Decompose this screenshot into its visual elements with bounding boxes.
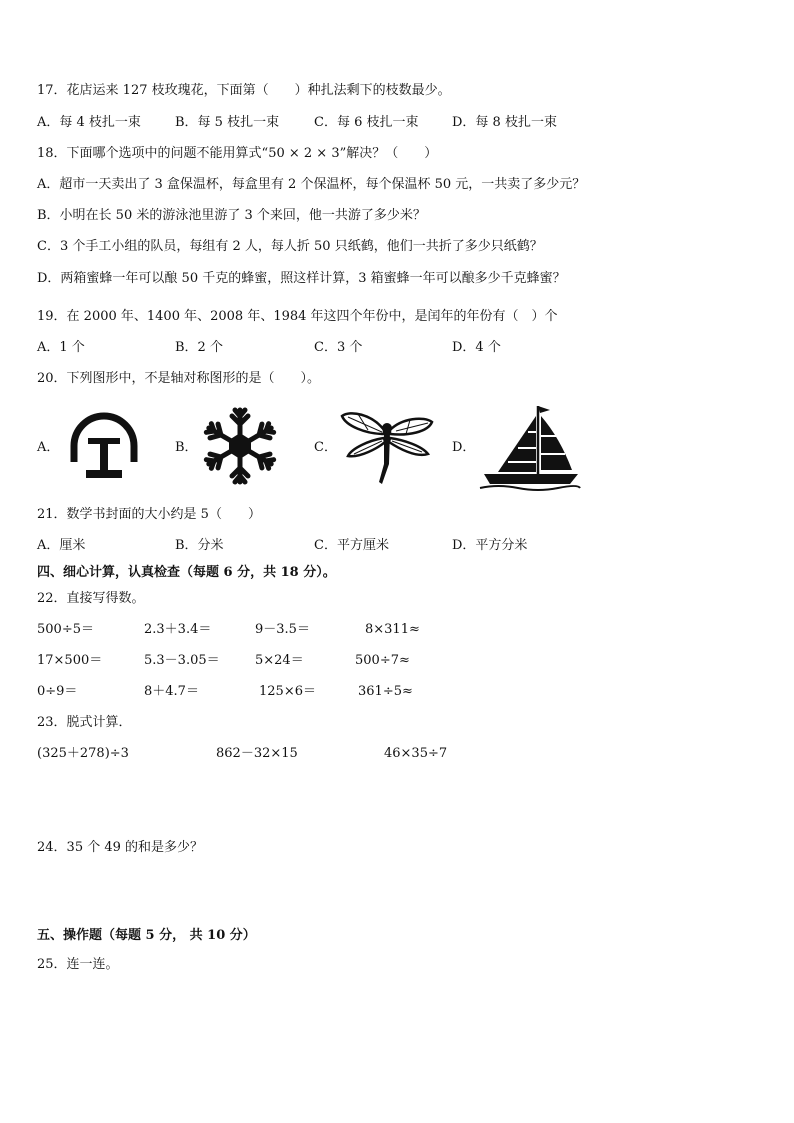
dragonfly-icon bbox=[338, 404, 436, 488]
q22-stem: 22．直接写得数。 bbox=[37, 591, 145, 606]
q22-item: 500÷5＝ bbox=[37, 622, 94, 637]
q17-stem: 17．花店运来 127 枝玫瑰花，下面第（ ）种扎法剩下的枝数最少。 bbox=[37, 83, 451, 98]
q23-item: 46×35÷7 bbox=[384, 746, 448, 761]
q20-label-c: C． bbox=[314, 440, 337, 455]
q22-item: 361÷5≈ bbox=[358, 684, 413, 699]
q18-option-a: A．超市一天卖出了 3 盒保温杯，每盒里有 2 个保温杯，每个保温杯 50 元，一共卖了多少元？ bbox=[37, 177, 586, 192]
q21-stem: 21．数学书封面的大小约是 5（ ） bbox=[37, 507, 261, 522]
q23-item: (325＋278)÷3 bbox=[37, 746, 129, 761]
q22-item: 5×24＝ bbox=[255, 653, 304, 668]
q19-stem: 19．在 2000 年、1400 年、2008 年、1984 年这四个年份中，是闰年的年份有（ ）个 bbox=[37, 309, 558, 324]
q21-option-c: C．平方厘米 bbox=[314, 538, 389, 553]
section4-title: 四、细心计算，认真检查（每题 6 分，共 18 分）。 bbox=[37, 565, 336, 580]
q22-item: 0÷9＝ bbox=[37, 684, 78, 699]
q23-item: 862－32×15 bbox=[216, 746, 298, 761]
q17-option-c: C．每 6 枝扎一束 bbox=[314, 115, 419, 130]
q19-option-c: C．3 个 bbox=[314, 340, 363, 355]
q17-option-b: B．每 5 枝扎一束 bbox=[175, 115, 280, 130]
q19-option-d: D．4 个 bbox=[452, 340, 501, 355]
sailboat-icon bbox=[478, 402, 582, 492]
q22-item: 500÷7≈ bbox=[355, 653, 410, 668]
q20-label-b: B． bbox=[175, 440, 198, 455]
q18-option-c: C．3 个手工小组的队员，每组有 2 人，每人折 50 只纸鹤，他们一共折了多少只纸鹤？ bbox=[37, 239, 543, 254]
q17-option-a: A．每 4 枝扎一束 bbox=[37, 115, 141, 130]
snowflake-icon bbox=[200, 406, 280, 486]
q17-option-d: D．每 8 枝扎一束 bbox=[452, 115, 557, 130]
q20-label-d: D． bbox=[452, 440, 476, 455]
q22-item: 2.3＋3.4＝ bbox=[144, 622, 212, 637]
q22-item: 5.3－3.05＝ bbox=[144, 653, 220, 668]
q18-option-d: D．两箱蜜蜂一年可以酿 50 千克的蜂蜜，照这样计算，3 箱蜜蜂一年可以酿多少千克蜂蜜？ bbox=[37, 271, 566, 286]
q20-stem: 20．下列图形中，不是轴对称图形的是（ ）。 bbox=[37, 371, 321, 386]
q21-option-a: A．厘米 bbox=[37, 538, 86, 553]
q18-option-b: B．小明在长 50 米的游泳池里游了 3 个来回，他一共游了多少米？ bbox=[37, 208, 426, 223]
station-symbol-icon bbox=[64, 406, 144, 488]
q25-stem: 25．连一连。 bbox=[37, 957, 119, 972]
q23-stem: 23．脱式计算． bbox=[37, 715, 132, 730]
section5-title: 五、操作题（每题 5 分， 共 10 分） bbox=[37, 928, 256, 943]
q19-option-b: B．2 个 bbox=[175, 340, 223, 355]
q22-item: 8×311≈ bbox=[365, 622, 420, 637]
q21-option-d: D．平方分米 bbox=[452, 538, 528, 553]
q20-label-a: A． bbox=[37, 440, 60, 455]
q22-item: 8＋4.7＝ bbox=[144, 684, 199, 699]
q18-stem: 18．下面哪个选项中的问题不能用算式“50 × 2 × 3”解决？（ ） bbox=[37, 146, 438, 161]
q19-option-a: A．1 个 bbox=[37, 340, 85, 355]
q22-item: 9－3.5＝ bbox=[255, 622, 310, 637]
q22-item: 125×6＝ bbox=[259, 684, 316, 699]
q24-stem: 24．35 个 49 的和是多少？ bbox=[37, 840, 204, 855]
q21-option-b: B．分米 bbox=[175, 538, 224, 553]
q22-item: 17×500＝ bbox=[37, 653, 103, 668]
